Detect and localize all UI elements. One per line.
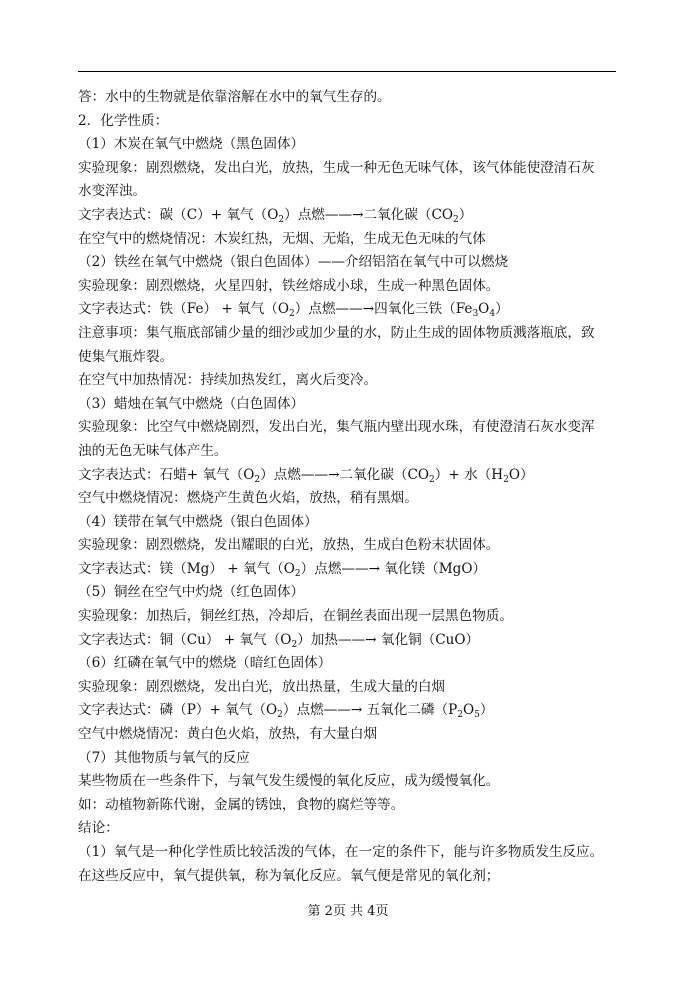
text-segment: 实验现象：剧烈燃烧，火星四射，铁丝熔成小球，生成一种黑色固体。 [78, 277, 500, 294]
text-line: （7）其他物质与氧气的反应 [78, 749, 250, 766]
page-number: 第 2页 共 4页 [307, 904, 389, 919]
subsection-heading [78, 747, 618, 771]
text-segment: 结论： [78, 820, 119, 837]
text-segment: 实验现象：剧烈燃烧，发出白光，放热，生成一种无色无味气体，该气体能使澄清石灰 [78, 159, 595, 176]
text-segment: ）点燃——→二氧化碳（CO [284, 206, 453, 223]
text-line [78, 416, 618, 440]
text-segment: 文字表达式：石蜡+ 氧气（O [78, 466, 255, 483]
equation-line [78, 464, 618, 488]
subscript: 2 [294, 568, 301, 579]
header-rule [78, 71, 616, 72]
text-segment: 文字表达式：碳（C）+ 氧气（O [78, 206, 279, 223]
equation-line [78, 629, 618, 653]
text-segment: 文字表达式：磷（P）+ 氧气（O [78, 702, 278, 719]
text-segment: ）点燃——→二氧化碳（CO [260, 466, 429, 483]
subscript: 4 [489, 309, 496, 320]
text-segment: ）点燃——→ 氧化镁（MgO） [300, 560, 487, 577]
text-segment: ）+ 水（H [434, 466, 504, 483]
section-heading [78, 110, 618, 134]
text-segment: ）点燃——→四氧化三铁（Fe [294, 301, 473, 318]
text-segment: 实验现象：剧烈燃烧，发出白光，放出热量，生成大量的白烟 [78, 678, 446, 695]
text-line [78, 676, 618, 700]
text-line: （5）铜丝在空气中灼烧（红色固体） [78, 584, 305, 601]
text-line: 2．化学性质： [78, 112, 169, 129]
text-segment: （1）氧气是一种化学性质比较活泼的气体，在一定的条件下，能与许多物质发生反应。 [78, 844, 604, 860]
text-line [78, 157, 618, 181]
text-segment: 在这些反应中，氧气提供氧，称为氧化反应。氧气便是常见的氧化剂； [78, 867, 500, 884]
text-line [78, 841, 618, 865]
equation-line [78, 204, 618, 228]
subsection-heading [78, 511, 618, 535]
text-segment: ）加热——→ 氧化铜（CuO） [297, 631, 480, 648]
text-segment: 实验现象：加热后，铜丝红热，冷却后，在铜丝表面出现一层黑色物质。 [78, 608, 513, 625]
text-line [78, 723, 618, 747]
subscript: 2 [277, 710, 283, 721]
subscript: 2 [254, 474, 261, 485]
text-line [78, 322, 618, 346]
page-content [78, 86, 618, 888]
text-segment: ） [458, 206, 473, 223]
subscript: 2 [453, 214, 459, 225]
subscript: 2 [503, 474, 509, 485]
text-line: （3）蜡烛在氧气中燃烧（白色固体） [78, 395, 305, 412]
subscript: 2 [289, 309, 295, 320]
text-segment: O [478, 301, 490, 318]
text-line: （2）铁丝在氧气中燃烧（银白色固体）——介绍铝箔在氧气中可以燃烧 [78, 254, 509, 271]
text-segment: 在空气中的燃烧情况：木炭红热，无烟、无焰，生成无色无味的气体 [78, 230, 486, 247]
text-segment: 空气中燃烧情况：燃烧产生黄色火焰，放热，稍有黑烟。 [78, 490, 418, 507]
text-line [78, 817, 618, 841]
text-line [78, 180, 618, 204]
subscript: 5 [474, 710, 480, 721]
text-segment: 在空气中加热情况：持续加热发红，离火后变冷。 [78, 372, 378, 389]
text-segment: 文字表达式：铁（Fe） + 氧气（O [78, 301, 290, 318]
answer-line [78, 86, 618, 110]
text-segment: 水变浑浊。 [78, 183, 146, 200]
text-line [78, 228, 618, 252]
subscript: 3 [472, 309, 479, 320]
text-line [78, 346, 618, 370]
text-segment: 注意事项：集气瓶底部铺少量的细沙或加少量的水，防止生成的固体物质溅落瓶底，致 [78, 324, 595, 341]
text-segment: 文字表达式：镁（Mg） + 氧气（O [78, 560, 295, 577]
text-line: （1）木炭在氧气中燃烧（黑色固体） [78, 136, 305, 153]
text-line [78, 865, 618, 889]
text-line [78, 534, 618, 558]
subsection-heading [78, 581, 618, 605]
text-line [78, 440, 618, 464]
subscript: 2 [291, 639, 298, 650]
equation-line [78, 699, 618, 723]
subsection-heading [78, 652, 618, 676]
text-segment: 实验现象：剧烈燃烧，发出耀眼的白光，放热，生成白色粉末状固体。 [78, 537, 500, 554]
equation-line [78, 298, 618, 322]
text-segment: 某些物质在一些条件下，与氧气发生缓慢的氧化反应，成为缓慢氧化。 [78, 773, 500, 790]
subscript: 2 [429, 474, 435, 485]
text-segment: O） [508, 466, 534, 483]
text-segment: 如：动植物新陈代谢，金属的锈蚀，食物的腐烂等等。 [78, 796, 405, 813]
text-line: 答：水中的生物就是依靠溶解在水中的氧气生存的。 [78, 89, 391, 105]
text-segment: 实验现象：比空气中燃烧剧烈，发出白光，集气瓶内壁出现水珠，有使澄清石灰水变浑 [78, 419, 595, 436]
text-segment: 使集气瓶炸裂。 [78, 348, 174, 365]
text-segment: O [463, 702, 475, 719]
subscript: 2 [278, 214, 285, 225]
text-segment: 文字表达式：铜（Cu） + 氧气（O [78, 631, 292, 648]
text-segment: 空气中燃烧情况：黄白色火焰，放热，有大量白烟 [78, 726, 378, 743]
text-line [78, 794, 618, 818]
text-line [78, 369, 618, 393]
equation-line [78, 558, 618, 582]
text-line [78, 770, 618, 794]
text-line [78, 605, 618, 629]
text-line: （4）镁带在氧气中燃烧（银白色固体） [78, 513, 318, 530]
text-segment: 浊的无色无味气体产生。 [78, 442, 228, 459]
text-line [78, 487, 618, 511]
subsection-heading [78, 393, 618, 417]
text-line: （6）红磷在氧气中的燃烧（暗红色固体） [78, 655, 332, 672]
text-line [78, 275, 618, 299]
subsection-heading [78, 251, 618, 275]
subscript: 2 [457, 710, 463, 721]
text-segment: ） [495, 301, 509, 318]
subsection-heading [78, 133, 618, 157]
text-segment: ） [479, 702, 494, 719]
text-segment: ）点燃——→ 五氧化二磷（P [282, 702, 458, 719]
